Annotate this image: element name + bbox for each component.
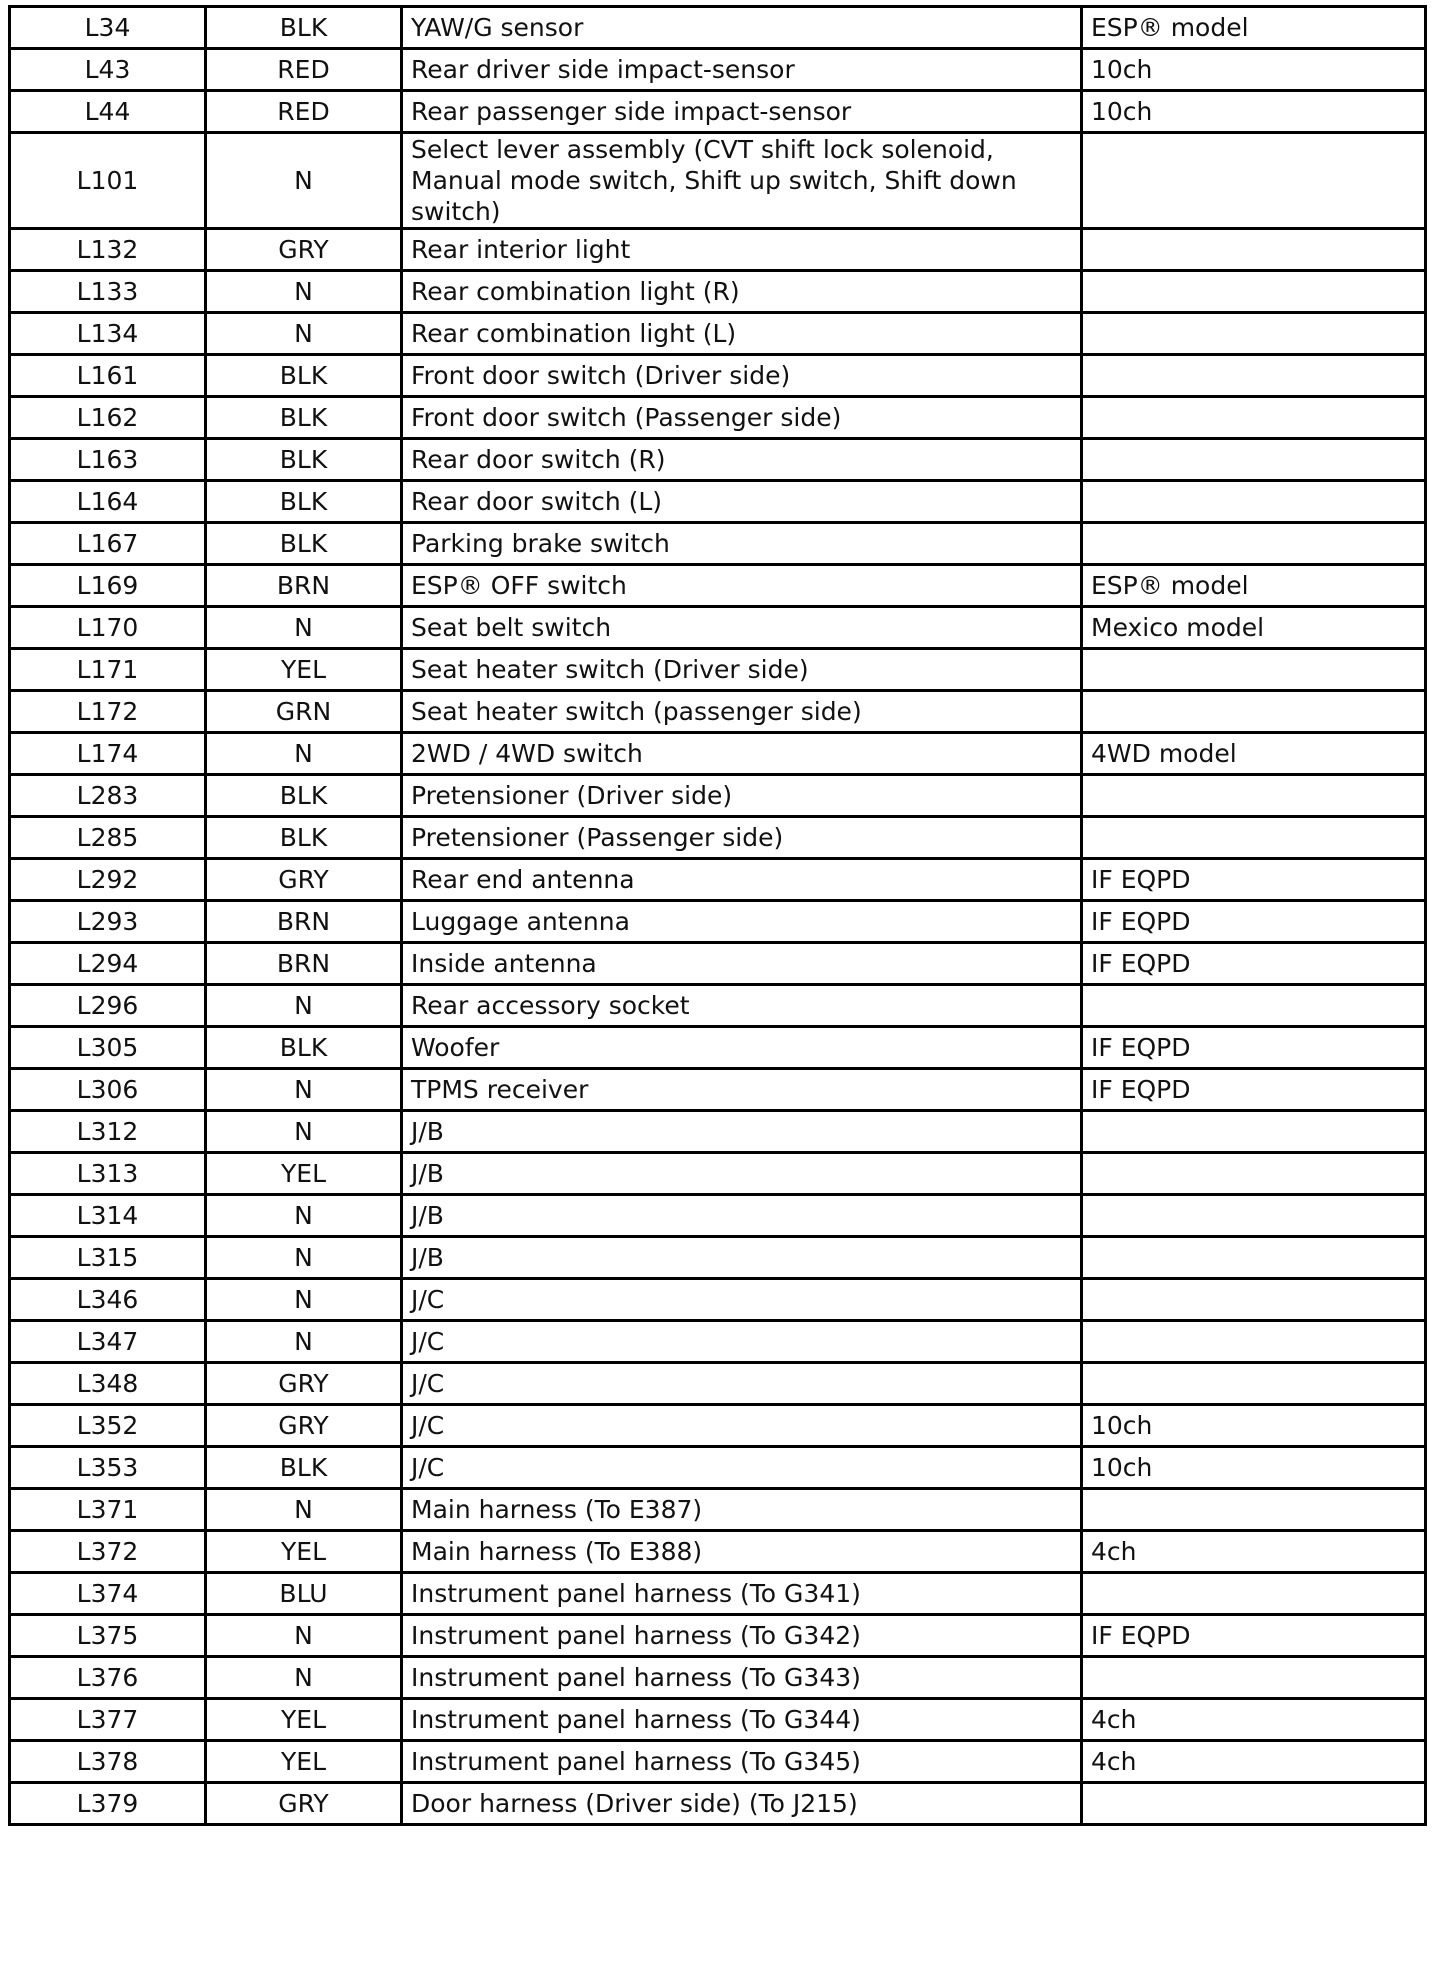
connector-note-cell [1082,1195,1426,1237]
wire-color-cell: N [206,1657,402,1699]
connector-note-cell [1082,1111,1426,1153]
wire-color-cell: BLK [206,817,402,859]
table-row [10,1573,1426,1615]
table-row [10,901,1426,943]
wire-color-cell: GRY [206,1405,402,1447]
connector-description-cell: Seat heater switch (Driver side) [402,649,1082,691]
connector-note-cell [1082,1153,1426,1195]
connector-note-cell: 4ch [1082,1741,1426,1783]
wire-color-cell: N [206,1069,402,1111]
table-row [10,1195,1426,1237]
connector-code-cell: L347 [10,1321,206,1363]
connector-description-cell: Instrument panel harness (To G344) [402,1699,1082,1741]
table-row [10,271,1426,313]
wire-color-cell: N [206,1237,402,1279]
wire-color-cell: RED [206,49,402,91]
connector-code-cell: L283 [10,775,206,817]
connector-code-cell: L161 [10,355,206,397]
connector-description-cell: Front door switch (Passenger side) [402,397,1082,439]
connector-note-cell: IF EQPD [1082,1069,1426,1111]
connector-note-cell [1082,1237,1426,1279]
table-row [10,691,1426,733]
connector-code-cell: L162 [10,397,206,439]
table-row [10,733,1426,775]
wire-color-cell: YEL [206,649,402,691]
connector-note-cell [1082,355,1426,397]
wire-color-cell: GRY [206,859,402,901]
table-row [10,439,1426,481]
connector-note-cell: 4ch [1082,1531,1426,1573]
connector-code-cell: L312 [10,1111,206,1153]
table-row [10,355,1426,397]
connector-description-cell: Pretensioner (Passenger side) [402,817,1082,859]
connector-description-cell: J/B [402,1111,1082,1153]
connector-code-cell: L170 [10,607,206,649]
wire-color-cell: BLK [206,1447,402,1489]
connector-description-cell: Rear end antenna [402,859,1082,901]
table-row [10,1363,1426,1405]
wire-color-cell: BLK [206,397,402,439]
table-row [10,1699,1426,1741]
connector-description-cell: 2WD / 4WD switch [402,733,1082,775]
connector-description-cell: Instrument panel harness (To G345) [402,1741,1082,1783]
wire-color-cell: N [206,1195,402,1237]
wire-color-cell: N [206,271,402,313]
connector-description-cell: Instrument panel harness (To G341) [402,1573,1082,1615]
connector-code-cell: L43 [10,49,206,91]
table-row [10,1489,1426,1531]
connector-note-cell [1082,439,1426,481]
connector-description-cell: J/B [402,1195,1082,1237]
table-row [10,1321,1426,1363]
connector-description-cell: TPMS receiver [402,1069,1082,1111]
connector-note-cell: IF EQPD [1082,1027,1426,1069]
connector-code-cell: L315 [10,1237,206,1279]
table-row [10,1111,1426,1153]
connector-code-cell: L174 [10,733,206,775]
connector-note-cell: 10ch [1082,1447,1426,1489]
connector-code-cell: L101 [10,133,206,229]
wire-color-cell: BLK [206,481,402,523]
table-row [10,1531,1426,1573]
wire-color-cell: N [206,985,402,1027]
wire-color-cell: GRY [206,1783,402,1825]
connector-description-cell: Rear door switch (R) [402,439,1082,481]
connector-note-cell [1082,133,1426,229]
connector-code-cell: L171 [10,649,206,691]
wire-color-cell: N [206,1279,402,1321]
connector-description-cell: J/C [402,1405,1082,1447]
connector-description-cell: ESP® OFF switch [402,565,1082,607]
wire-color-cell: YEL [206,1531,402,1573]
table-row [10,943,1426,985]
wire-color-cell: BLK [206,1027,402,1069]
connector-note-cell [1082,691,1426,733]
connector-code-cell: L374 [10,1573,206,1615]
connector-description-cell: Rear accessory socket [402,985,1082,1027]
connector-note-cell: ESP® model [1082,7,1426,49]
connector-description-cell: Rear door switch (L) [402,481,1082,523]
connector-code-cell: L314 [10,1195,206,1237]
connector-description-cell: Instrument panel harness (To G342) [402,1615,1082,1657]
connector-code-cell: L353 [10,1447,206,1489]
connector-description-cell: Rear driver side impact-sensor [402,49,1082,91]
connector-code-cell: L132 [10,229,206,271]
connector-code-cell: L169 [10,565,206,607]
connector-description-cell: J/C [402,1279,1082,1321]
wire-color-cell: GRN [206,691,402,733]
connector-code-cell: L352 [10,1405,206,1447]
wire-color-cell: YEL [206,1699,402,1741]
table-row [10,859,1426,901]
table-row [10,1405,1426,1447]
connector-description-cell: J/B [402,1237,1082,1279]
table-row [10,481,1426,523]
connector-note-cell [1082,481,1426,523]
wire-color-cell: N [206,1111,402,1153]
connector-note-cell [1082,817,1426,859]
connector-note-cell: IF EQPD [1082,859,1426,901]
connector-note-cell [1082,397,1426,439]
wire-color-cell: N [206,607,402,649]
connector-code-cell: L294 [10,943,206,985]
connector-description-cell: Rear combination light (R) [402,271,1082,313]
connector-code-cell: L134 [10,313,206,355]
wire-color-cell: N [206,1489,402,1531]
connector-code-cell: L285 [10,817,206,859]
connector-note-cell [1082,985,1426,1027]
wire-color-cell: BLK [206,523,402,565]
connector-description-cell: Seat heater switch (passenger side) [402,691,1082,733]
connector-description-cell: Select lever assembly (CVT shift lock solenoid, Manual mode switch, Shift up switch, Shift down switch) [402,133,1082,229]
table-row [10,1069,1426,1111]
connector-code-cell: L172 [10,691,206,733]
connector-description-cell: J/C [402,1363,1082,1405]
connector-note-cell: Mexico model [1082,607,1426,649]
connector-note-cell: IF EQPD [1082,901,1426,943]
table-row [10,397,1426,439]
connector-note-cell [1082,649,1426,691]
table-row [10,1741,1426,1783]
table-row [10,775,1426,817]
table-row [10,133,1426,229]
connector-description-cell: Seat belt switch [402,607,1082,649]
wire-color-cell: BRN [206,565,402,607]
connector-code-cell: L34 [10,7,206,49]
connector-description-cell: Rear interior light [402,229,1082,271]
connector-code-cell: L293 [10,901,206,943]
connector-code-cell: L376 [10,1657,206,1699]
table-row [10,1657,1426,1699]
connector-description-cell: Inside antenna [402,943,1082,985]
connector-code-cell: L377 [10,1699,206,1741]
connector-note-cell [1082,523,1426,565]
wire-color-cell: GRY [206,1363,402,1405]
connector-code-cell: L371 [10,1489,206,1531]
table-row [10,7,1426,49]
connector-code-cell: L167 [10,523,206,565]
wire-color-cell: N [206,313,402,355]
connector-note-cell [1082,1279,1426,1321]
wire-color-cell: BRN [206,943,402,985]
connector-code-cell: L306 [10,1069,206,1111]
connector-note-cell: 10ch [1082,1405,1426,1447]
table-row [10,607,1426,649]
connector-note-cell [1082,1657,1426,1699]
connector-table [8,5,1427,1826]
connector-description-cell: YAW/G sensor [402,7,1082,49]
connector-description-cell: Main harness (To E387) [402,1489,1082,1531]
table-row [10,565,1426,607]
connector-description-cell: Woofer [402,1027,1082,1069]
wire-color-cell: BLK [206,439,402,481]
table-row [10,1279,1426,1321]
wire-color-cell: BLK [206,775,402,817]
wire-color-cell: N [206,733,402,775]
connector-description-cell: Instrument panel harness (To G343) [402,1657,1082,1699]
connector-note-cell: ESP® model [1082,565,1426,607]
table-row [10,649,1426,691]
wire-color-cell: YEL [206,1153,402,1195]
connector-code-cell: L133 [10,271,206,313]
table-row [10,91,1426,133]
connector-code-cell: L378 [10,1741,206,1783]
connector-description-cell: Rear combination light (L) [402,313,1082,355]
connector-description-cell: Front door switch (Driver side) [402,355,1082,397]
connector-code-cell: L313 [10,1153,206,1195]
connector-note-cell: IF EQPD [1082,1615,1426,1657]
table-row [10,523,1426,565]
wire-color-cell: YEL [206,1741,402,1783]
wire-color-cell: RED [206,91,402,133]
table-row [10,1153,1426,1195]
connector-code-cell: L375 [10,1615,206,1657]
table-row [10,49,1426,91]
connector-note-cell [1082,1573,1426,1615]
connector-note-cell [1082,1489,1426,1531]
table-row [10,817,1426,859]
connector-description-cell: J/C [402,1321,1082,1363]
table-row [10,1447,1426,1489]
connector-description-cell: J/C [402,1447,1082,1489]
connector-note-cell [1082,271,1426,313]
connector-note-cell: 10ch [1082,91,1426,133]
connector-description-cell: Luggage antenna [402,901,1082,943]
connector-note-cell [1082,1363,1426,1405]
connector-code-cell: L346 [10,1279,206,1321]
connector-code-cell: L164 [10,481,206,523]
table-row [10,1615,1426,1657]
connector-note-cell [1082,229,1426,271]
wire-color-cell: BLK [206,355,402,397]
connector-code-cell: L305 [10,1027,206,1069]
connector-description-cell: Door harness (Driver side) (To J215) [402,1783,1082,1825]
connector-note-cell: IF EQPD [1082,943,1426,985]
connector-code-cell: L348 [10,1363,206,1405]
connector-description-cell: Rear passenger side impact-sensor [402,91,1082,133]
connector-code-cell: L44 [10,91,206,133]
connector-code-cell: L379 [10,1783,206,1825]
table-row [10,1237,1426,1279]
table-row [10,229,1426,271]
connector-table-body [10,7,1426,1825]
connector-note-cell: 4WD model [1082,733,1426,775]
connector-note-cell [1082,1783,1426,1825]
connector-description-cell: Parking brake switch [402,523,1082,565]
wire-color-cell: BRN [206,901,402,943]
table-row [10,1783,1426,1825]
connector-note-cell: 4ch [1082,1699,1426,1741]
wire-color-cell: N [206,1615,402,1657]
table-row [10,313,1426,355]
wire-color-cell: BLU [206,1573,402,1615]
connector-note-cell [1082,1321,1426,1363]
connector-code-cell: L296 [10,985,206,1027]
wire-color-cell: BLK [206,7,402,49]
wire-color-cell: N [206,133,402,229]
connector-note-cell [1082,775,1426,817]
wire-color-cell: N [206,1321,402,1363]
connector-note-cell: 10ch [1082,49,1426,91]
connector-description-cell: J/B [402,1153,1082,1195]
connector-description-cell: Main harness (To E388) [402,1531,1082,1573]
connector-description-cell: Pretensioner (Driver side) [402,775,1082,817]
connector-code-cell: L372 [10,1531,206,1573]
wire-color-cell: GRY [206,229,402,271]
table-row [10,985,1426,1027]
connector-note-cell [1082,313,1426,355]
table-row [10,1027,1426,1069]
connector-code-cell: L292 [10,859,206,901]
connector-code-cell: L163 [10,439,206,481]
